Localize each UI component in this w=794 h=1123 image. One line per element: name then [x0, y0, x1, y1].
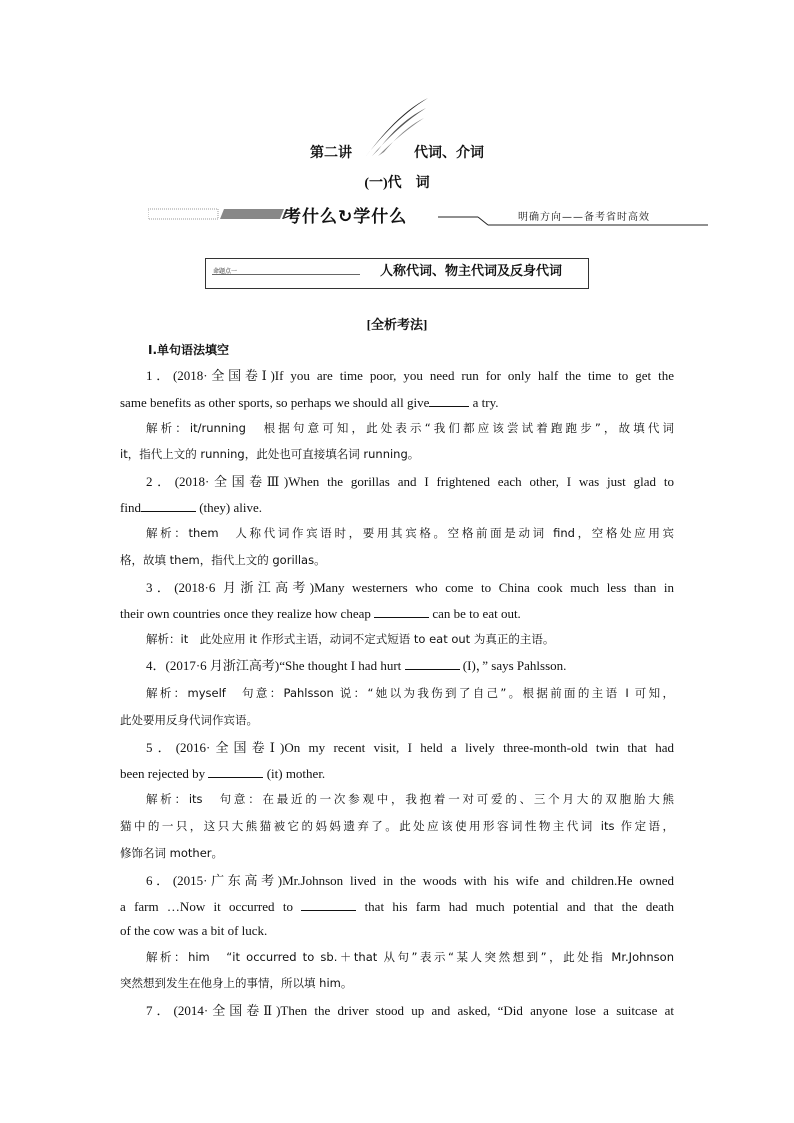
analysis-3-line-1: 解析：it 此处应用 it 作形式主语，动词不定式短语 to eat out 为真正的主语。: [146, 632, 555, 646]
question-5-line-2: [120, 764, 674, 784]
question-7-line-1: 7．(2014·全国卷Ⅱ)Then the driver stood up and asked, “Did anyone lose a suitcase at: [146, 1003, 674, 1018]
question-1-line-2: [120, 393, 674, 413]
question-6-line-1: 6．(2015·广东高考)Mr.Johnson lived in the woods with his wife and children.He owned: [146, 873, 674, 888]
text-span: find: [120, 500, 141, 515]
text-span: been rejected by: [120, 766, 206, 781]
analysis-6-line-2: 突然想到发生在他身上的事情，所以填 him。: [120, 976, 353, 990]
answer-blank: [405, 657, 460, 670]
analysis-1-line-2: it，指代上文的 running，此处也可直接填名词 running。: [120, 447, 420, 461]
analysis-5-line-1: 解析：its 句意：在最近的一次参观中，我抱着一对可爱的、三个月大的双胞胎大熊: [146, 792, 674, 806]
text-span: (I)，” says Pahlsson.: [459, 658, 567, 673]
banner-main-text: 考什么↻学什么: [284, 207, 408, 227]
question-3-line-2: [120, 604, 674, 624]
text-span: can be to eat out.: [429, 606, 521, 621]
analysis-4-line-2: 此处要用反身代词作宾语。: [120, 713, 258, 727]
topic-box-title: 人称代词、物主代词及反身代词: [380, 264, 563, 279]
analysis-6-line-1: 解析：him “it occurred to sb.＋that 从句”表示“某人突然想到”，此处指 Mr.Johnson: [146, 950, 674, 964]
answer-blank: [301, 898, 356, 911]
topic-box-label: 命题点一: [213, 268, 238, 275]
question-2-line-1: 2．(2018·全国卷Ⅲ)When the gorillas and I frightened each other, I was just glad to: [146, 474, 674, 489]
answer-blank: [429, 394, 469, 407]
text-span: (they) alive.: [195, 500, 263, 515]
text-span: 4．(2017·6 月浙江高考)“She thought I had hurt: [146, 658, 402, 673]
text-span: their own countries once they realize how cheap: [120, 606, 371, 621]
question-3-line-1: 3．(2018·6 月浙江高考)Many westerners who come to China cook much less than in: [146, 580, 674, 595]
text-span: same benefits as other sports, so perhaps we should all give: [120, 395, 430, 410]
analysis-1-line-1: 解析：it/running 根据句意可知，此处表示“我们都应该尝试着跑跑步”，故填代词: [146, 421, 674, 435]
exercise-heading: Ⅰ.单句语法填空: [148, 343, 230, 357]
analysis-5-line-2: 猫中的一只，这只大熊猫被它的妈妈遗弃了。此处应该使用形容词性物主代词 its 作定语，: [120, 819, 674, 833]
question-6-line-2: [120, 897, 674, 917]
text-span: that his farm had much potential and that the death: [356, 899, 675, 914]
analysis-4-line-1: 解析：myself 句意：Pahlsson 说：“她以为我伤到了自己”。根据前面的主语 I 可知，: [146, 686, 674, 700]
section-subtitle: (一)代 词: [364, 176, 430, 191]
question-2-line-2: [120, 498, 674, 518]
banner-side-text: 明确方向——备考省时高效: [518, 212, 650, 223]
answer-blank: [208, 765, 263, 778]
text-span: a try.: [469, 395, 499, 410]
answer-blank: [374, 605, 429, 618]
question-4-line-1: [120, 656, 674, 676]
question-6-line-3: of the cow was a bit of luck.: [120, 923, 268, 938]
question-1-line-1: 1．(2018·全国卷Ⅰ)If you are time poor, you need run for only half the time to get the: [146, 368, 674, 383]
question-5-line-1: 5．(2016·全国卷Ⅰ)On my recent visit, I held a lively three-month-old twin that had: [146, 740, 674, 755]
analysis-2-line-1: 解析：them 人称代词作宾语时，要用其宾格。空格前面是动词 find，空格处应用宾: [146, 526, 674, 540]
text-span: a farm …Now it occurred to: [120, 899, 293, 914]
lecture-topic: 代词、介词: [414, 146, 484, 161]
text-span: (it) mother.: [263, 766, 326, 781]
lecture-title: [0, 142, 794, 162]
lecture-number: 第二讲: [310, 146, 352, 161]
analysis-5-line-3: 修饰名词 mother。: [120, 846, 223, 860]
analysis-2-line-2: 格，故填 them，指代上文的 gorillas。: [120, 553, 326, 567]
section-heading: [全析考法]: [366, 317, 428, 332]
answer-blank: [141, 499, 196, 512]
